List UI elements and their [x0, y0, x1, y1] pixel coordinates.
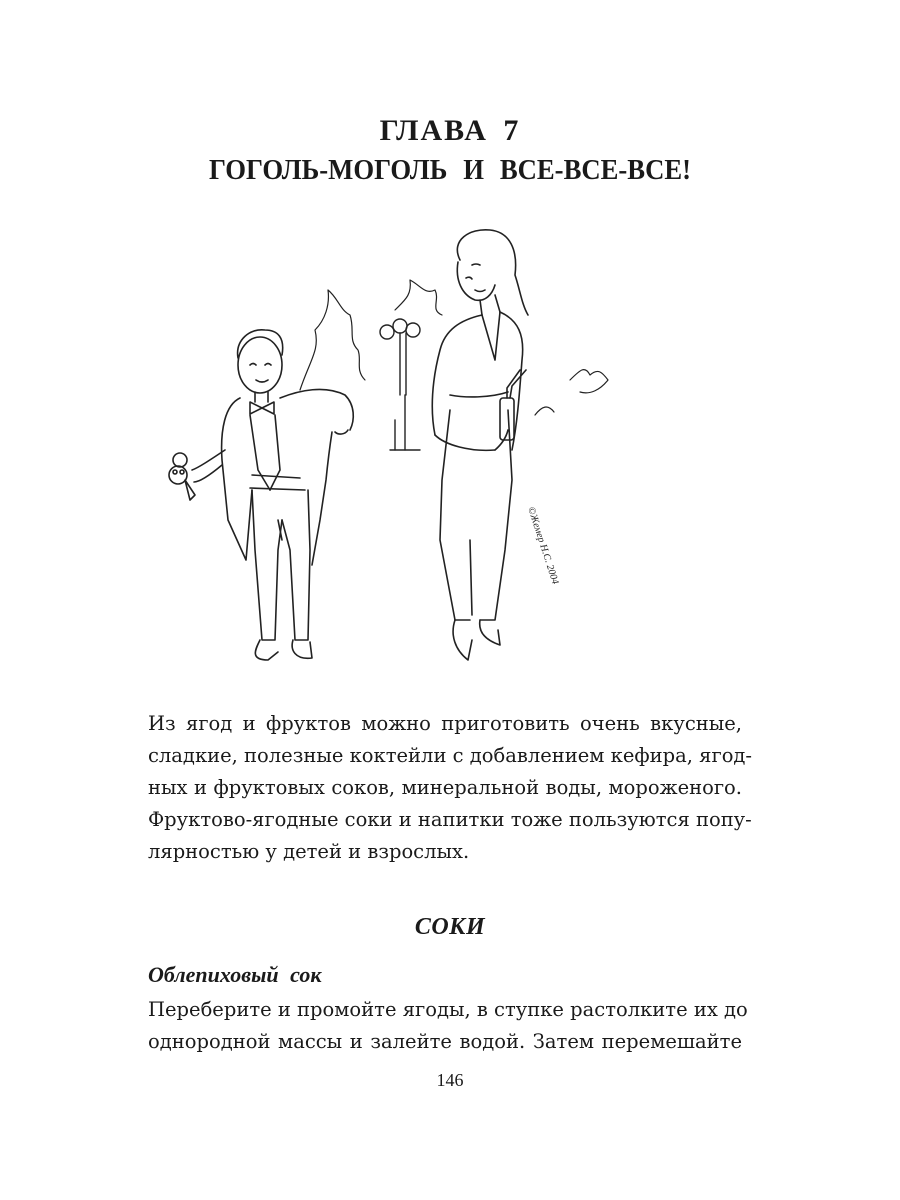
- chapter-heading: [0, 112, 900, 190]
- section-heading: СОКИ: [414, 914, 486, 940]
- background-trees: [300, 280, 608, 415]
- recipe-title: Облепиховый сок: [148, 962, 322, 987]
- recipe-line: Переберите и промойте ягоды, в ступке растолките их до: [148, 998, 748, 1021]
- line-drawing: [150, 220, 750, 680]
- boy-figure: [169, 330, 353, 660]
- intro-line: Из ягод и фруктов можно приготовить очень вкусные,: [148, 712, 742, 735]
- intro-paragraph: [148, 708, 753, 868]
- signature-text: ©Жемер Н.С. 2004: [525, 505, 561, 586]
- lamp-post: [380, 319, 420, 450]
- artist-signature: [525, 506, 560, 586]
- intro-line: лярностью у детей и взрослых.: [148, 840, 470, 863]
- intro-line: ных и фруктовых соков, минеральной воды, мороженого.: [148, 776, 742, 799]
- recipe-line: однородной массы и залейте водой. Затем перемешайте: [148, 1030, 742, 1053]
- woman-figure: [432, 230, 528, 660]
- chapter-number: ГЛАВА 7: [379, 114, 521, 147]
- intro-line: сладкие, полезные коктейли с добавлением кефира, ягод-: [148, 744, 753, 767]
- chapter-title: ГОГОЛЬ-МОГОЛЬ И ВСЕ-ВСЕ-ВСЕ!: [208, 154, 692, 186]
- recipe-body: [148, 994, 748, 1058]
- illustration: [150, 220, 750, 680]
- page-number: 146: [436, 1070, 464, 1090]
- intro-line: Фруктово-ягодные соки и напитки тоже пользуются попу-: [148, 808, 752, 831]
